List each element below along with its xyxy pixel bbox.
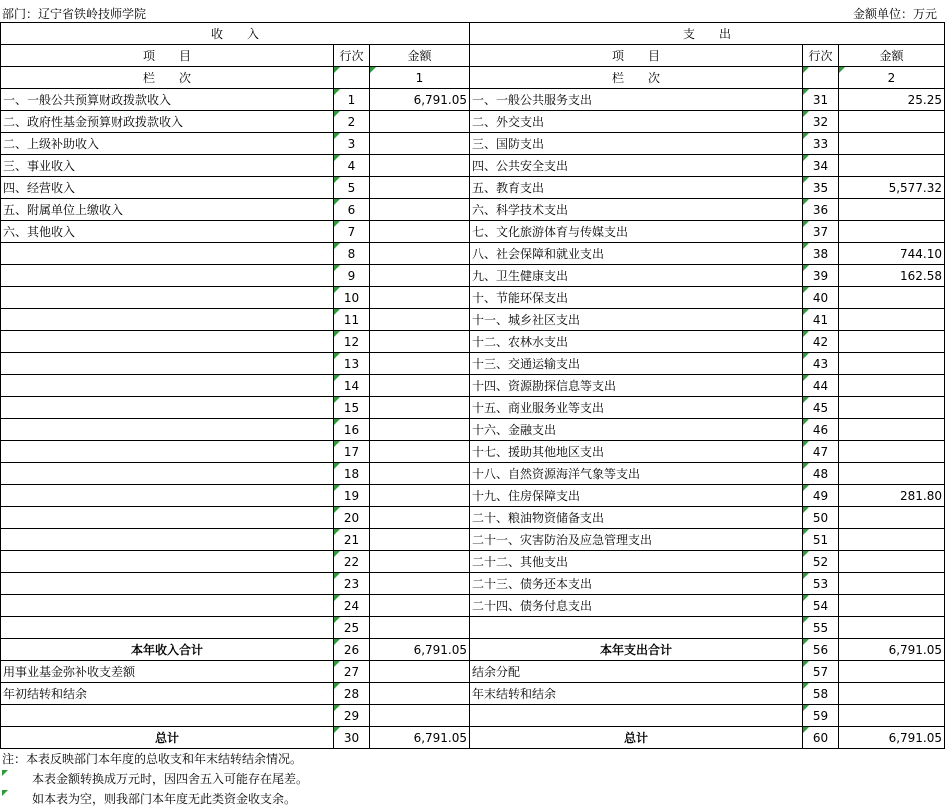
income-line-no: 10 xyxy=(334,287,370,309)
expense-line-no-header: 行次 xyxy=(803,45,839,67)
income-item-label xyxy=(1,617,334,639)
expense-amount: 6,791.05 xyxy=(839,727,945,749)
year-expense-total-amount: 6,791.05 xyxy=(839,639,945,661)
expense-item-label: 九、卫生健康支出 xyxy=(470,265,803,287)
income-line-no: 16 xyxy=(334,419,370,441)
expense-line-no: 40 xyxy=(803,287,839,309)
expense-item-label: 二十三、债务还本支出 xyxy=(470,573,803,595)
income-amount xyxy=(370,617,470,639)
table-body xyxy=(1,23,945,749)
table-row xyxy=(1,133,945,155)
expense-amount: 25.25 xyxy=(839,89,945,111)
year-expense-total-no: 56 xyxy=(803,639,839,661)
income-line-no: 2 xyxy=(334,111,370,133)
expense-item-label: 十二、农林水支出 xyxy=(470,331,803,353)
expense-item-label: 十、节能环保支出 xyxy=(470,287,803,309)
table-row xyxy=(1,397,945,419)
income-line-no: 28 xyxy=(334,683,370,705)
income-amount xyxy=(370,265,470,287)
income-line-no: 11 xyxy=(334,309,370,331)
income-line-no: 29 xyxy=(334,705,370,727)
expense-amount xyxy=(839,199,945,221)
income-col-index-label: 栏 次 xyxy=(1,67,334,89)
income-item-label: 四、经营收入 xyxy=(1,177,334,199)
note-line: 本表金额转换成万元时，因四舍五入可能存在尾差。 xyxy=(0,769,945,789)
expense-line-no: 46 xyxy=(803,419,839,441)
income-item-label: 六、其他收入 xyxy=(1,221,334,243)
expense-line-no: 31 xyxy=(803,89,839,111)
table-row xyxy=(1,177,945,199)
expense-amount xyxy=(839,419,945,441)
income-item-label xyxy=(1,375,334,397)
year-total-row xyxy=(1,639,945,661)
income-item-label: 年初结转和结余 xyxy=(1,683,334,705)
expense-amount xyxy=(839,683,945,705)
expense-amount xyxy=(839,375,945,397)
expense-line-no: 34 xyxy=(803,155,839,177)
income-expense-table xyxy=(0,22,945,749)
expense-col-index-label: 栏 次 xyxy=(470,67,803,89)
grand-total-row xyxy=(1,727,945,749)
expense-item-label: 十五、商业服务业等支出 xyxy=(470,397,803,419)
expense-item-label: 十三、交通运输支出 xyxy=(470,353,803,375)
expense-line-no: 45 xyxy=(803,397,839,419)
table-row xyxy=(1,331,945,353)
table-row xyxy=(1,375,945,397)
income-amount xyxy=(370,287,470,309)
expense-line-no: 51 xyxy=(803,529,839,551)
income-item-label xyxy=(1,595,334,617)
income-item-header: 项 目 xyxy=(1,45,334,67)
table-row xyxy=(1,595,945,617)
expense-item-label: 十四、资源勘探信息等支出 xyxy=(470,375,803,397)
expense-line-no: 47 xyxy=(803,441,839,463)
expense-item-label: 二十一、灾害防治及应急管理支出 xyxy=(470,529,803,551)
table-row xyxy=(1,89,945,111)
income-amount: 6,791.05 xyxy=(370,727,470,749)
expense-item-label: 四、公共安全支出 xyxy=(470,155,803,177)
expense-line-no: 43 xyxy=(803,353,839,375)
income-amount xyxy=(370,111,470,133)
expense-line-no: 50 xyxy=(803,507,839,529)
income-amount xyxy=(370,419,470,441)
table-row xyxy=(1,221,945,243)
expense-line-no: 48 xyxy=(803,463,839,485)
income-amount xyxy=(370,331,470,353)
income-line-no: 17 xyxy=(334,441,370,463)
expense-amount xyxy=(839,353,945,375)
expense-amount-header: 金额 xyxy=(839,45,945,67)
income-item-label xyxy=(1,485,334,507)
income-amount xyxy=(370,155,470,177)
expense-item-label: 七、文化旅游体育与传媒支出 xyxy=(470,221,803,243)
income-amount xyxy=(370,507,470,529)
income-line-no: 25 xyxy=(334,617,370,639)
expense-item-label: 十一、城乡社区支出 xyxy=(470,309,803,331)
year-income-total-amount: 6,791.05 xyxy=(370,639,470,661)
income-amount xyxy=(370,551,470,573)
income-line-no: 3 xyxy=(334,133,370,155)
income-item-label xyxy=(1,397,334,419)
income-col-index: 1 xyxy=(370,67,470,89)
expense-line-no: 39 xyxy=(803,265,839,287)
note-line: 注：本表反映部门本年度的总收支和年末结转结余情况。 xyxy=(2,752,303,766)
expense-item-label xyxy=(470,617,803,639)
table-row xyxy=(1,265,945,287)
income-item-label xyxy=(1,419,334,441)
expense-amount xyxy=(839,221,945,243)
expense-item-label: 十六、金融支出 xyxy=(470,419,803,441)
expense-line-no: 49 xyxy=(803,485,839,507)
notes xyxy=(0,749,945,809)
expense-amount xyxy=(839,111,945,133)
income-line-no: 4 xyxy=(334,155,370,177)
expense-line-no: 38 xyxy=(803,243,839,265)
income-item-label xyxy=(1,463,334,485)
year-income-total-no: 26 xyxy=(334,639,370,661)
expense-amount xyxy=(839,661,945,683)
table-row xyxy=(1,683,945,705)
expense-amount xyxy=(839,617,945,639)
table-row xyxy=(1,243,945,265)
expense-col-index-blank xyxy=(803,67,839,89)
expense-line-no: 53 xyxy=(803,573,839,595)
expense-item-label: 总计 xyxy=(470,727,803,749)
income-item-label: 三、事业收入 xyxy=(1,155,334,177)
income-amount xyxy=(370,309,470,331)
expense-line-no: 41 xyxy=(803,309,839,331)
income-item-label xyxy=(1,441,334,463)
income-item-label: 五、附属单位上缴收入 xyxy=(1,199,334,221)
table-row xyxy=(1,419,945,441)
expense-amount xyxy=(839,595,945,617)
expense-line-no: 35 xyxy=(803,177,839,199)
table-row xyxy=(1,155,945,177)
expense-amount xyxy=(839,397,945,419)
table-row xyxy=(1,661,945,683)
expense-item-label: 五、教育支出 xyxy=(470,177,803,199)
income-amount: 6,791.05 xyxy=(370,89,470,111)
income-amount xyxy=(370,177,470,199)
section-header-row xyxy=(1,23,945,45)
expense-line-no: 55 xyxy=(803,617,839,639)
income-col-index-blank xyxy=(334,67,370,89)
income-item-label xyxy=(1,353,334,375)
income-amount xyxy=(370,661,470,683)
income-item-label xyxy=(1,243,334,265)
expense-item-label: 二十二、其他支出 xyxy=(470,551,803,573)
expense-line-no: 57 xyxy=(803,661,839,683)
expense-amount xyxy=(839,155,945,177)
expense-amount xyxy=(839,529,945,551)
expense-section-header: 支 出 xyxy=(470,23,945,45)
expense-amount xyxy=(839,573,945,595)
income-line-no: 5 xyxy=(334,177,370,199)
income-amount xyxy=(370,463,470,485)
table-row xyxy=(1,353,945,375)
table-row xyxy=(1,441,945,463)
expense-item-header: 项 目 xyxy=(470,45,803,67)
income-item-label: 二、政府性基金预算财政拨款收入 xyxy=(1,111,334,133)
expense-col-index: 2 xyxy=(839,67,945,89)
expense-item-label: 十九、住房保障支出 xyxy=(470,485,803,507)
expense-line-no: 36 xyxy=(803,199,839,221)
expense-item-label: 八、社会保障和就业支出 xyxy=(470,243,803,265)
income-amount-header: 金额 xyxy=(370,45,470,67)
income-line-no: 12 xyxy=(334,331,370,353)
expense-item-label: 二、外交支出 xyxy=(470,111,803,133)
note-line: 如本表为空，则我部门本年度无此类资金收支余。 xyxy=(0,789,945,809)
expense-amount xyxy=(839,551,945,573)
table-row xyxy=(1,309,945,331)
table-row xyxy=(1,529,945,551)
income-amount xyxy=(370,573,470,595)
expense-item-label: 一、一般公共服务支出 xyxy=(470,89,803,111)
income-amount xyxy=(370,375,470,397)
income-amount xyxy=(370,529,470,551)
expense-item-label: 十八、自然资源海洋气象等支出 xyxy=(470,463,803,485)
year-income-total-label: 本年收入合计 xyxy=(1,639,334,661)
income-item-label: 二、上级补助收入 xyxy=(1,133,334,155)
expense-amount: 162.58 xyxy=(839,265,945,287)
income-item-label xyxy=(1,573,334,595)
income-item-label xyxy=(1,551,334,573)
income-amount xyxy=(370,353,470,375)
income-line-no: 1 xyxy=(334,89,370,111)
expense-line-no: 33 xyxy=(803,133,839,155)
income-amount xyxy=(370,199,470,221)
income-line-no: 9 xyxy=(334,265,370,287)
expense-line-no: 52 xyxy=(803,551,839,573)
income-amount xyxy=(370,683,470,705)
expense-amount xyxy=(839,331,945,353)
income-line-no: 27 xyxy=(334,661,370,683)
department-label: 部门：辽宁省铁岭技师学院 xyxy=(2,7,147,21)
expense-amount xyxy=(839,441,945,463)
expense-amount xyxy=(839,287,945,309)
income-item-label xyxy=(1,287,334,309)
table-row xyxy=(1,617,945,639)
income-line-no: 14 xyxy=(334,375,370,397)
table-row xyxy=(1,199,945,221)
income-line-no: 30 xyxy=(334,727,370,749)
income-amount xyxy=(370,705,470,727)
expense-amount xyxy=(839,463,945,485)
expense-item-label: 十七、援助其他地区支出 xyxy=(470,441,803,463)
income-line-no: 7 xyxy=(334,221,370,243)
income-item-label: 用事业基金弥补收支差额 xyxy=(1,661,334,683)
income-item-label xyxy=(1,309,334,331)
report-header xyxy=(0,0,945,22)
expense-amount: 744.10 xyxy=(839,243,945,265)
table-row xyxy=(1,287,945,309)
expense-amount: 5,577.32 xyxy=(839,177,945,199)
income-item-label xyxy=(1,265,334,287)
income-amount xyxy=(370,595,470,617)
expense-line-no: 54 xyxy=(803,595,839,617)
expense-line-no: 59 xyxy=(803,705,839,727)
income-line-no: 19 xyxy=(334,485,370,507)
income-item-label xyxy=(1,507,334,529)
income-amount xyxy=(370,133,470,155)
income-item-label xyxy=(1,529,334,551)
income-item-label: 一、一般公共预算财政拨款收入 xyxy=(1,89,334,111)
expense-amount: 281.80 xyxy=(839,485,945,507)
table-row xyxy=(1,573,945,595)
expense-line-no: 44 xyxy=(803,375,839,397)
table-row xyxy=(1,705,945,727)
income-amount xyxy=(370,441,470,463)
income-line-no: 8 xyxy=(334,243,370,265)
income-line-no: 23 xyxy=(334,573,370,595)
expense-line-no: 42 xyxy=(803,331,839,353)
income-line-no: 24 xyxy=(334,595,370,617)
year-expense-total-label: 本年支出合计 xyxy=(470,639,803,661)
income-line-no: 6 xyxy=(334,199,370,221)
table-row xyxy=(1,463,945,485)
expense-item-label: 结余分配 xyxy=(470,661,803,683)
expense-amount xyxy=(839,309,945,331)
expense-line-no: 60 xyxy=(803,727,839,749)
expense-line-no: 37 xyxy=(803,221,839,243)
income-line-no-header: 行次 xyxy=(334,45,370,67)
income-line-no: 18 xyxy=(334,463,370,485)
income-item-label: 总计 xyxy=(1,727,334,749)
income-line-no: 13 xyxy=(334,353,370,375)
income-amount xyxy=(370,397,470,419)
income-amount xyxy=(370,221,470,243)
column-header-row xyxy=(1,45,945,67)
expense-item-label xyxy=(470,705,803,727)
expense-item-label: 六、科学技术支出 xyxy=(470,199,803,221)
table-row xyxy=(1,485,945,507)
income-line-no: 20 xyxy=(334,507,370,529)
income-line-no: 15 xyxy=(334,397,370,419)
expense-amount xyxy=(839,705,945,727)
amount-unit-label: 金额单位：万元 xyxy=(852,7,937,21)
column-index-row xyxy=(1,67,945,89)
table-row xyxy=(1,507,945,529)
income-item-label xyxy=(1,331,334,353)
income-item-label xyxy=(1,705,334,727)
expense-item-label: 三、国防支出 xyxy=(470,133,803,155)
income-amount xyxy=(370,485,470,507)
expense-amount xyxy=(839,133,945,155)
table-row xyxy=(1,551,945,573)
table-row xyxy=(1,111,945,133)
income-section-header: 收 入 xyxy=(1,23,470,45)
expense-line-no: 58 xyxy=(803,683,839,705)
income-line-no: 22 xyxy=(334,551,370,573)
expense-amount xyxy=(839,507,945,529)
income-line-no: 21 xyxy=(334,529,370,551)
expense-line-no: 32 xyxy=(803,111,839,133)
expense-item-label: 二十、粮油物资储备支出 xyxy=(470,507,803,529)
income-amount xyxy=(370,243,470,265)
expense-item-label: 年末结转和结余 xyxy=(470,683,803,705)
expense-item-label: 二十四、债务付息支出 xyxy=(470,595,803,617)
